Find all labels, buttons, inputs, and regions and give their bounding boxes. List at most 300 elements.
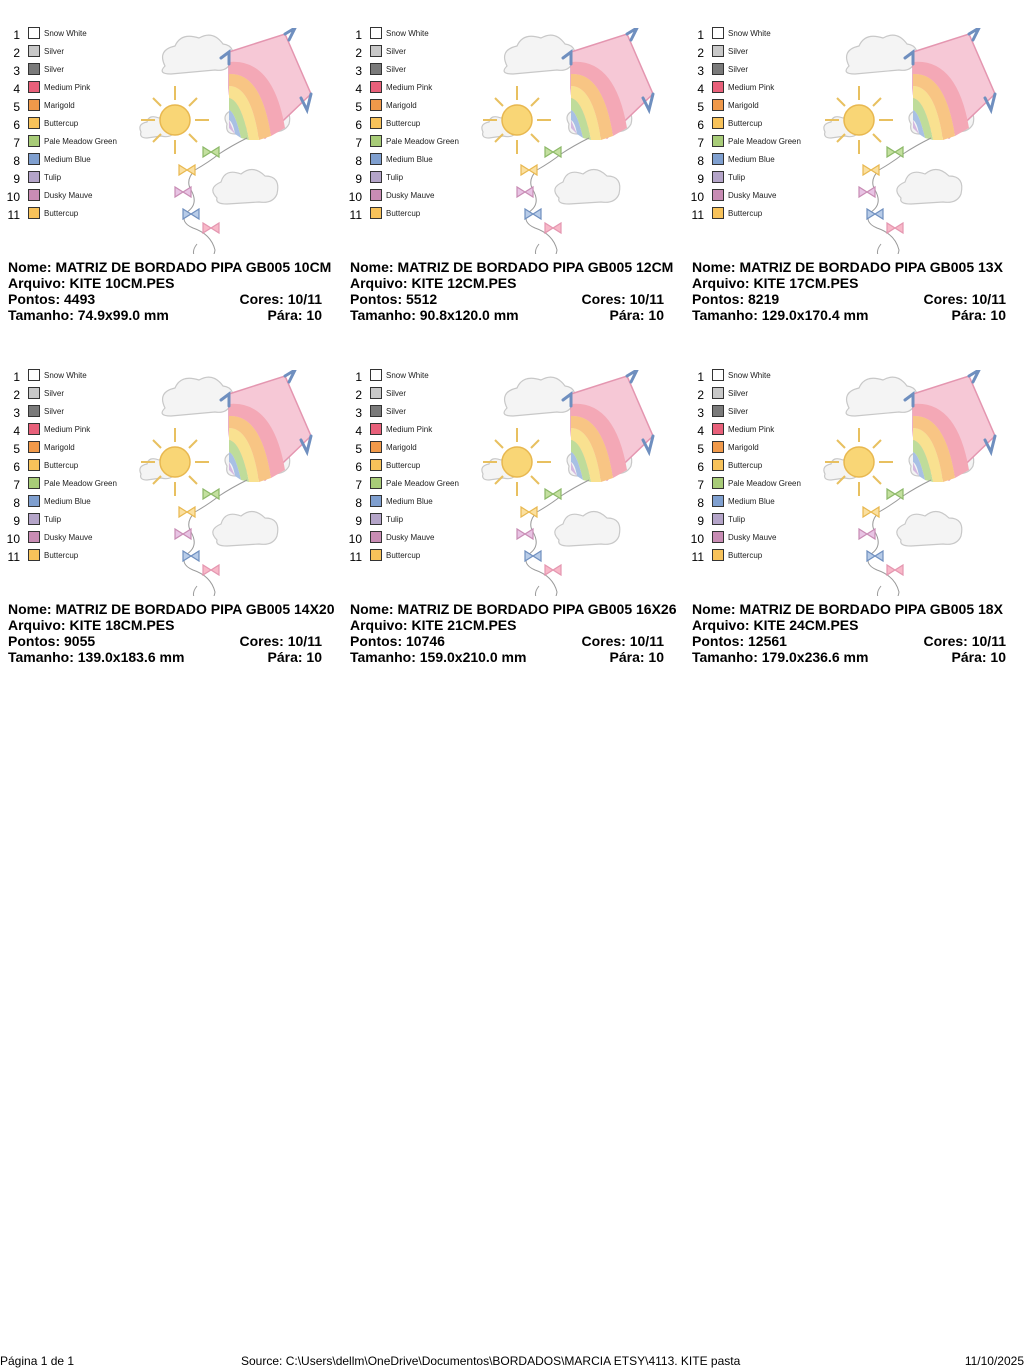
legend-row — [6, 26, 146, 44]
nome-line: Nome: MATRIZ DE BORDADO PIPA GB005 10CM — [8, 259, 332, 275]
file-name: KITE 24CM.PES — [753, 617, 859, 633]
legend-row — [690, 368, 830, 386]
thread-color-name: Tulip — [386, 515, 404, 524]
thread-color-swatch — [370, 153, 382, 165]
legend-row — [6, 548, 146, 566]
legend-row — [690, 206, 830, 224]
legend-number: 3 — [355, 64, 362, 78]
design-info — [692, 601, 1024, 665]
design-size: 90.8x120.0 mm — [419, 307, 519, 323]
legend-number: 3 — [355, 406, 362, 420]
stitch-count: 12561 — [748, 633, 787, 649]
thread-color-name: Medium Blue — [728, 155, 775, 164]
legend-number: 5 — [697, 100, 704, 114]
stitch-count: 10746 — [406, 633, 445, 649]
legend-row — [690, 80, 830, 98]
thread-color-name: Silver — [44, 407, 65, 416]
thread-color-swatch — [28, 27, 40, 39]
legend-row — [690, 548, 830, 566]
legend-number: 1 — [13, 28, 20, 42]
legend-number: 10 — [690, 532, 704, 546]
colors-count: Cores: 10/11 — [923, 291, 1006, 307]
legend-number: 2 — [13, 46, 20, 60]
color-legend — [690, 368, 830, 566]
legend-number: 6 — [355, 118, 362, 132]
thread-color-swatch — [712, 423, 724, 435]
thread-color-swatch — [712, 81, 724, 93]
legend-row — [348, 134, 488, 152]
thread-color-name: Pale Meadow Green — [386, 137, 459, 146]
thread-color-swatch — [370, 441, 382, 453]
thread-color-name: Silver — [386, 65, 407, 74]
legend-number: 10 — [6, 190, 20, 204]
thread-color-name: Pale Meadow Green — [386, 479, 459, 488]
legend-number: 9 — [697, 514, 704, 528]
thread-color-swatch — [370, 81, 382, 93]
thread-color-name: Marigold — [728, 101, 759, 110]
nome-line: Nome: MATRIZ DE BORDADO PIPA GB005 13X — [692, 259, 1003, 275]
colors-count: Cores: 10/11 — [239, 633, 322, 649]
legend-row — [6, 440, 146, 458]
design-info — [350, 601, 684, 665]
legend-row — [6, 206, 146, 224]
design-name: MATRIZ DE BORDADO PIPA GB005 16X26 — [397, 601, 677, 617]
legend-number: 8 — [355, 496, 362, 510]
thread-color-name: Medium Blue — [386, 155, 433, 164]
thread-color-name: Pale Meadow Green — [44, 137, 117, 146]
print-date: 11/10/2025 — [964, 1354, 1024, 1368]
nome-line: Nome: MATRIZ DE BORDADO PIPA GB005 18X — [692, 601, 1003, 617]
thread-color-name: Marigold — [386, 443, 417, 452]
thread-color-swatch — [28, 99, 40, 111]
stops-count: Pára: 10 — [951, 307, 1006, 323]
thread-color-name: Pale Meadow Green — [44, 479, 117, 488]
thread-color-swatch — [370, 405, 382, 417]
thread-color-swatch — [370, 369, 382, 381]
thread-color-swatch — [370, 189, 382, 201]
legend-row — [690, 386, 830, 404]
legend-number: 6 — [13, 118, 20, 132]
legend-row — [348, 26, 488, 44]
thread-color-name: Dusky Mauve — [728, 533, 777, 542]
legend-row — [348, 62, 488, 80]
thread-color-name: Buttercup — [386, 551, 421, 560]
thread-color-swatch — [370, 207, 382, 219]
legend-number: 8 — [13, 154, 20, 168]
legend-number: 4 — [355, 82, 362, 96]
design-info — [350, 259, 684, 323]
design-name: MATRIZ DE BORDADO PIPA GB005 14X20 — [55, 601, 335, 617]
kite-embroidery-preview — [819, 370, 999, 596]
pontos-line: Pontos: 10746 Cores: 10/11 — [350, 633, 664, 649]
thread-color-name: Buttercup — [728, 209, 763, 218]
thread-color-swatch — [712, 387, 724, 399]
legend-row — [348, 206, 488, 224]
arquivo-line: Arquivo: KITE 10CM.PES — [8, 275, 175, 291]
thread-color-swatch — [712, 531, 724, 543]
legend-row — [6, 188, 146, 206]
color-legend — [348, 26, 488, 224]
legend-number: 5 — [13, 100, 20, 114]
kite-embroidery-preview — [135, 28, 315, 254]
design-card-4 — [0, 368, 342, 698]
thread-color-swatch — [712, 135, 724, 147]
legend-row — [348, 476, 488, 494]
legend-row — [348, 512, 488, 530]
thread-color-name: Dusky Mauve — [386, 191, 435, 200]
thread-color-name: Medium Blue — [386, 497, 433, 506]
legend-number: 2 — [697, 46, 704, 60]
legend-number: 11 — [691, 550, 704, 564]
color-legend — [6, 368, 146, 566]
legend-row — [6, 476, 146, 494]
pontos-line: Pontos: 12561 Cores: 10/11 — [692, 633, 1006, 649]
colors-count: Cores: 10/11 — [239, 291, 322, 307]
legend-row — [348, 458, 488, 476]
colors-count: Cores: 10/11 — [581, 291, 664, 307]
legend-row — [690, 404, 830, 422]
pontos-line: Pontos: 9055 Cores: 10/11 — [8, 633, 322, 649]
legend-row — [690, 152, 830, 170]
thread-color-name: Dusky Mauve — [728, 191, 777, 200]
file-name: KITE 17CM.PES — [753, 275, 859, 291]
pontos-line: Pontos: 5512 Cores: 10/11 — [350, 291, 664, 307]
file-name: KITE 18CM.PES — [69, 617, 175, 633]
legend-row — [690, 512, 830, 530]
kite-embroidery-preview — [819, 28, 999, 254]
design-size: 159.0x210.0 mm — [419, 649, 527, 665]
thread-color-swatch — [370, 117, 382, 129]
colors-count: Cores: 10/11 — [923, 633, 1006, 649]
thread-color-name: Buttercup — [728, 119, 763, 128]
stitch-count: 5512 — [406, 291, 438, 307]
thread-color-swatch — [370, 495, 382, 507]
thread-color-name: Tulip — [386, 173, 404, 182]
thread-color-name: Tulip — [728, 173, 746, 182]
legend-number: 5 — [355, 100, 362, 114]
legend-row — [690, 494, 830, 512]
thread-color-name: Buttercup — [44, 209, 79, 218]
legend-row — [6, 62, 146, 80]
tamanho-line: Tamanho: 74.9x99.0 mm Pára: 10 — [8, 307, 322, 323]
thread-color-swatch — [370, 531, 382, 543]
design-card-1 — [0, 26, 342, 356]
thread-color-swatch — [28, 63, 40, 75]
design-size: 74.9x99.0 mm — [77, 307, 169, 323]
design-name: MATRIZ DE BORDADO PIPA GB005 10CM — [55, 259, 332, 275]
thread-color-swatch — [712, 207, 724, 219]
thread-color-swatch — [370, 99, 382, 111]
thread-color-name: Medium Pink — [728, 425, 775, 434]
legend-row — [348, 98, 488, 116]
legend-number: 11 — [7, 550, 20, 564]
legend-number: 11 — [7, 208, 20, 222]
legend-number: 9 — [697, 172, 704, 186]
colors-count: Cores: 10/11 — [581, 633, 664, 649]
thread-color-swatch — [712, 27, 724, 39]
stops-count: Pára: 10 — [267, 649, 322, 665]
thread-color-swatch — [370, 63, 382, 75]
thread-color-name: Buttercup — [386, 461, 421, 470]
legend-number: 3 — [697, 406, 704, 420]
stops-count: Pára: 10 — [609, 649, 664, 665]
legend-row — [690, 44, 830, 62]
file-name: KITE 10CM.PES — [69, 275, 175, 291]
thread-color-name: Buttercup — [44, 461, 79, 470]
arquivo-line: Arquivo: KITE 12CM.PES — [350, 275, 517, 291]
thread-color-name: Medium Pink — [386, 425, 433, 434]
legend-number: 6 — [697, 118, 704, 132]
thread-color-swatch — [370, 171, 382, 183]
thread-color-swatch — [712, 405, 724, 417]
thread-color-name: Medium Blue — [44, 155, 91, 164]
legend-number: 10 — [348, 532, 362, 546]
thread-color-swatch — [712, 63, 724, 75]
thread-color-name: Medium Pink — [44, 83, 91, 92]
legend-row — [690, 62, 830, 80]
legend-row — [348, 440, 488, 458]
legend-row — [690, 476, 830, 494]
legend-row — [348, 368, 488, 386]
thread-color-swatch — [712, 189, 724, 201]
design-info — [8, 601, 342, 665]
legend-row — [6, 512, 146, 530]
legend-row — [690, 134, 830, 152]
thread-color-name: Pale Meadow Green — [728, 137, 801, 146]
legend-row — [6, 422, 146, 440]
legend-number: 2 — [355, 46, 362, 60]
legend-row — [348, 152, 488, 170]
kite-embroidery-preview — [477, 28, 657, 254]
thread-color-name: Silver — [386, 47, 407, 56]
legend-number: 7 — [697, 136, 704, 150]
thread-color-name: Tulip — [44, 515, 62, 524]
thread-color-swatch — [370, 27, 382, 39]
legend-row — [6, 116, 146, 134]
legend-number: 4 — [697, 424, 704, 438]
legend-number: 1 — [355, 28, 362, 42]
legend-number: 8 — [697, 154, 704, 168]
legend-row — [690, 116, 830, 134]
thread-color-swatch — [712, 45, 724, 57]
thread-color-swatch — [370, 135, 382, 147]
legend-row — [690, 458, 830, 476]
thread-color-swatch — [28, 207, 40, 219]
legend-number: 9 — [13, 172, 20, 186]
legend-number: 8 — [697, 496, 704, 510]
arquivo-line: Arquivo: KITE 24CM.PES — [692, 617, 859, 633]
legend-row — [6, 458, 146, 476]
legend-number: 3 — [697, 64, 704, 78]
thread-color-swatch — [370, 387, 382, 399]
legend-row — [6, 368, 146, 386]
stitch-count: 4493 — [64, 291, 96, 307]
thread-color-swatch — [370, 459, 382, 471]
legend-number: 5 — [355, 442, 362, 456]
thread-color-swatch — [370, 45, 382, 57]
thread-color-name: Snow White — [728, 371, 771, 380]
thread-color-name: Silver — [728, 65, 749, 74]
legend-number: 4 — [13, 424, 20, 438]
thread-color-name: Medium Pink — [44, 425, 91, 434]
legend-number: 1 — [13, 370, 20, 384]
nome-line: Nome: MATRIZ DE BORDADO PIPA GB005 14X20 — [8, 601, 335, 617]
tamanho-line: Tamanho: 179.0x236.6 mm Pára: 10 — [692, 649, 1006, 665]
thread-color-swatch — [28, 477, 40, 489]
arquivo-line: Arquivo: KITE 21CM.PES — [350, 617, 517, 633]
legend-row — [690, 440, 830, 458]
nome-line: Nome: MATRIZ DE BORDADO PIPA GB005 12CM — [350, 259, 674, 275]
legend-row — [6, 80, 146, 98]
thread-color-name: Silver — [386, 389, 407, 398]
thread-color-swatch — [370, 549, 382, 561]
thread-color-swatch — [28, 531, 40, 543]
legend-number: 10 — [690, 190, 704, 204]
kite-embroidery-preview — [135, 370, 315, 596]
thread-color-swatch — [28, 117, 40, 129]
thread-color-name: Snow White — [728, 29, 771, 38]
thread-color-swatch — [712, 171, 724, 183]
tamanho-line: Tamanho: 90.8x120.0 mm Pára: 10 — [350, 307, 664, 323]
legend-row — [348, 386, 488, 404]
thread-color-name: Tulip — [728, 515, 746, 524]
thread-color-name: Snow White — [44, 371, 87, 380]
thread-color-swatch — [370, 423, 382, 435]
thread-color-name: Buttercup — [728, 461, 763, 470]
thread-color-swatch — [370, 513, 382, 525]
legend-number: 3 — [13, 64, 20, 78]
color-legend — [690, 26, 830, 224]
thread-color-name: Dusky Mauve — [44, 533, 93, 542]
legend-row — [348, 188, 488, 206]
design-info — [692, 259, 1024, 323]
thread-color-name: Snow White — [386, 371, 429, 380]
thread-color-name: Marigold — [44, 443, 75, 452]
legend-number: 9 — [13, 514, 20, 528]
thread-color-swatch — [28, 423, 40, 435]
legend-row — [348, 548, 488, 566]
thread-color-name: Pale Meadow Green — [728, 479, 801, 488]
legend-row — [348, 494, 488, 512]
thread-color-swatch — [712, 117, 724, 129]
legend-row — [348, 404, 488, 422]
thread-color-name: Medium Blue — [44, 497, 91, 506]
tamanho-line: Tamanho: 159.0x210.0 mm Pára: 10 — [350, 649, 664, 665]
stitch-count: 8219 — [748, 291, 780, 307]
thread-color-name: Buttercup — [44, 119, 79, 128]
design-size: 129.0x170.4 mm — [761, 307, 869, 323]
legend-number: 5 — [697, 442, 704, 456]
thread-color-name: Medium Pink — [386, 83, 433, 92]
legend-row — [6, 530, 146, 548]
legend-row — [348, 116, 488, 134]
thread-color-name: Silver — [44, 47, 65, 56]
legend-number: 4 — [355, 424, 362, 438]
thread-color-name: Silver — [728, 389, 749, 398]
thread-color-name: Buttercup — [386, 119, 421, 128]
stitch-count: 9055 — [64, 633, 96, 649]
legend-number: 7 — [13, 478, 20, 492]
thread-color-swatch — [712, 459, 724, 471]
legend-row — [348, 80, 488, 98]
thread-color-swatch — [28, 171, 40, 183]
color-legend — [6, 26, 146, 224]
file-name: KITE 12CM.PES — [411, 275, 517, 291]
thread-color-swatch — [28, 549, 40, 561]
thread-color-name: Marigold — [728, 443, 759, 452]
legend-number: 4 — [697, 82, 704, 96]
thread-color-name: Dusky Mauve — [386, 533, 435, 542]
legend-number: 9 — [355, 514, 362, 528]
thread-color-name: Silver — [44, 65, 65, 74]
thread-color-name: Snow White — [386, 29, 429, 38]
legend-row — [6, 494, 146, 512]
color-legend — [348, 368, 488, 566]
legend-number: 8 — [13, 496, 20, 510]
legend-number: 1 — [355, 370, 362, 384]
arquivo-line: Arquivo: KITE 18CM.PES — [8, 617, 175, 633]
thread-color-name: Buttercup — [386, 209, 421, 218]
legend-number: 2 — [355, 388, 362, 402]
thread-color-name: Silver — [728, 407, 749, 416]
thread-color-swatch — [712, 513, 724, 525]
thread-color-swatch — [712, 153, 724, 165]
legend-number: 3 — [13, 406, 20, 420]
legend-number: 9 — [355, 172, 362, 186]
legend-number: 6 — [355, 460, 362, 474]
thread-color-swatch — [28, 369, 40, 381]
design-name: MATRIZ DE BORDADO PIPA GB005 18X — [739, 601, 1003, 617]
legend-row — [690, 188, 830, 206]
legend-row — [690, 530, 830, 548]
legend-number: 7 — [697, 478, 704, 492]
legend-row — [348, 44, 488, 62]
legend-row — [6, 152, 146, 170]
thread-color-swatch — [712, 549, 724, 561]
legend-row — [690, 98, 830, 116]
design-size: 179.0x236.6 mm — [761, 649, 869, 665]
legend-number: 2 — [13, 388, 20, 402]
legend-number: 8 — [355, 154, 362, 168]
pontos-line: Pontos: 8219 Cores: 10/11 — [692, 291, 1006, 307]
thread-color-name: Tulip — [44, 173, 62, 182]
legend-row — [6, 404, 146, 422]
thread-color-swatch — [28, 81, 40, 93]
thread-color-swatch — [712, 369, 724, 381]
legend-number: 11 — [691, 208, 704, 222]
thread-color-name: Silver — [44, 389, 65, 398]
thread-color-swatch — [712, 99, 724, 111]
pontos-line: Pontos: 4493 Cores: 10/11 — [8, 291, 322, 307]
thread-color-name: Buttercup — [44, 551, 79, 560]
design-card-2 — [342, 26, 684, 356]
thread-color-name: Dusky Mauve — [44, 191, 93, 200]
thread-color-name: Marigold — [386, 101, 417, 110]
thread-color-swatch — [28, 495, 40, 507]
thread-color-name: Silver — [386, 407, 407, 416]
design-name: MATRIZ DE BORDADO PIPA GB005 12CM — [397, 259, 674, 275]
legend-row — [348, 422, 488, 440]
legend-number: 4 — [13, 82, 20, 96]
thread-color-swatch — [28, 513, 40, 525]
arquivo-line: Arquivo: KITE 17CM.PES — [692, 275, 859, 291]
source-path: Source: C:\Users\dellm\OneDrive\Documentos\BORDADOS\MARCIA ETSY\4113. KITE pasta — [241, 1354, 741, 1368]
legend-number: 7 — [355, 478, 362, 492]
legend-number: 1 — [697, 28, 704, 42]
thread-color-swatch — [28, 189, 40, 201]
thread-color-swatch — [28, 387, 40, 399]
design-info — [8, 259, 342, 323]
